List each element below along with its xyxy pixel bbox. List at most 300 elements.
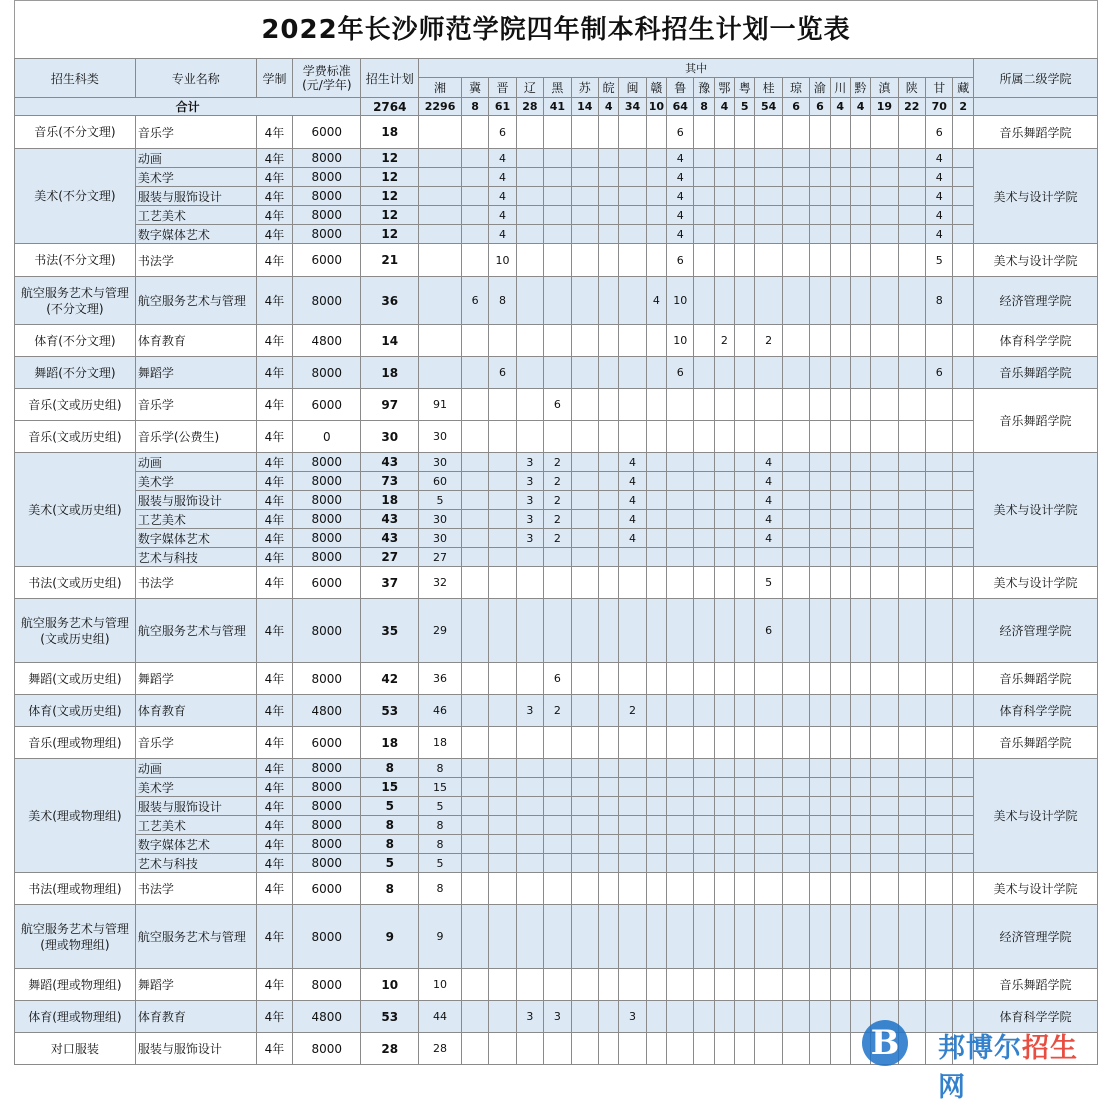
major-cell: 体育教育 <box>135 325 256 357</box>
province-cell <box>871 797 898 816</box>
province-cell <box>489 695 516 727</box>
province-cell <box>898 727 925 759</box>
fee-cell: 8000 <box>293 277 361 325</box>
province-cell <box>489 510 516 529</box>
duration-cell: 4年 <box>256 277 293 325</box>
total-province-value: 14 <box>571 98 598 116</box>
province-cell <box>667 695 694 727</box>
major-cell: 工艺美术 <box>135 816 256 835</box>
fee-cell: 6000 <box>293 244 361 277</box>
province-cell <box>646 225 666 244</box>
province-cell <box>850 421 870 453</box>
province-cell <box>571 453 598 472</box>
province-cell <box>544 1033 571 1065</box>
province-cell <box>516 168 543 187</box>
province-cell <box>782 510 809 529</box>
province-cell <box>571 206 598 225</box>
province-cell <box>598 969 618 1001</box>
province-cell: 4 <box>667 206 694 225</box>
major-cell: 服装与服饰设计 <box>135 1033 256 1065</box>
province-cell <box>544 206 571 225</box>
province-cell <box>667 797 694 816</box>
plan-cell: 9 <box>361 905 419 969</box>
province-cell <box>830 663 850 695</box>
province-cell <box>516 389 543 421</box>
province-cell <box>619 421 646 453</box>
table-row <box>15 797 1098 816</box>
plan-cell: 5 <box>361 797 419 816</box>
province-cell: 3 <box>516 491 543 510</box>
province-cell <box>598 244 618 277</box>
category-cell: 航空服务艺术与管理(文或历史组) <box>15 599 136 663</box>
province-cell <box>598 905 618 969</box>
table-row <box>15 835 1098 854</box>
province-cell <box>694 1033 714 1065</box>
province-cell <box>544 325 571 357</box>
province-cell <box>871 873 898 905</box>
province-cell <box>461 149 488 168</box>
province-cell <box>461 873 488 905</box>
major-cell: 音乐学 <box>135 389 256 421</box>
province-cell <box>571 695 598 727</box>
province-cell <box>461 854 488 873</box>
province-cell <box>735 453 755 472</box>
province-cell <box>667 491 694 510</box>
province-cell <box>782 727 809 759</box>
province-cell <box>694 759 714 778</box>
plan-cell: 15 <box>361 778 419 797</box>
duration-cell: 4年 <box>256 389 293 421</box>
province-cell: 2 <box>544 529 571 548</box>
province-cell <box>926 1001 953 1033</box>
header-province: 晋 <box>489 78 516 98</box>
province-cell: 8 <box>419 816 462 835</box>
province-cell <box>850 663 870 695</box>
province-cell: 4 <box>489 187 516 206</box>
major-cell: 数字媒体艺术 <box>135 225 256 244</box>
duration-cell: 4年 <box>256 472 293 491</box>
province-cell <box>871 453 898 472</box>
table-header <box>15 59 1098 98</box>
province-cell: 18 <box>419 727 462 759</box>
province-cell <box>544 548 571 567</box>
province-cell: 2 <box>714 325 734 357</box>
province-cell <box>619 778 646 797</box>
province-cell <box>755 816 782 835</box>
province-cell <box>694 854 714 873</box>
province-cell: 2 <box>544 491 571 510</box>
total-province-value: 54 <box>755 98 782 116</box>
table-row <box>15 727 1098 759</box>
enrollment-plan-table <box>14 58 1098 1065</box>
province-cell: 4 <box>489 206 516 225</box>
province-cell <box>461 472 488 491</box>
province-cell <box>850 854 870 873</box>
province-cell <box>598 567 618 599</box>
province-cell: 91 <box>419 389 462 421</box>
province-cell <box>782 816 809 835</box>
province-cell: 4 <box>755 529 782 548</box>
province-cell: 6 <box>461 277 488 325</box>
province-cell <box>714 778 734 797</box>
table-row <box>15 778 1098 797</box>
province-cell: 10 <box>667 277 694 325</box>
province-cell <box>953 357 974 389</box>
province-cell <box>489 873 516 905</box>
province-cell <box>735 567 755 599</box>
province-cell <box>489 421 516 453</box>
province-cell <box>830 905 850 969</box>
province-cell <box>782 421 809 453</box>
province-cell <box>926 472 953 491</box>
province-cell <box>810 816 830 835</box>
province-cell <box>850 225 870 244</box>
province-cell <box>830 325 850 357</box>
total-college <box>974 98 1098 116</box>
province-cell <box>516 206 543 225</box>
province-cell <box>598 357 618 389</box>
province-cell <box>735 206 755 225</box>
province-cell <box>735 969 755 1001</box>
province-cell <box>571 778 598 797</box>
province-cell <box>871 695 898 727</box>
header-province: 鲁 <box>667 78 694 98</box>
total-plan: 2764 <box>361 98 419 116</box>
province-cell <box>830 206 850 225</box>
province-cell: 44 <box>419 1001 462 1033</box>
province-cell <box>667 1033 694 1065</box>
college-cell: 美术与设计学院 <box>974 759 1098 873</box>
province-cell <box>953 325 974 357</box>
plan-cell: 18 <box>361 116 419 149</box>
province-cell <box>714 854 734 873</box>
province-cell <box>544 759 571 778</box>
province-cell <box>755 421 782 453</box>
table-row <box>15 244 1098 277</box>
table-row <box>15 529 1098 548</box>
province-cell <box>714 491 734 510</box>
table-row <box>15 1033 1098 1065</box>
province-cell: 29 <box>419 599 462 663</box>
category-cell: 体育(理或物理组) <box>15 1001 136 1033</box>
province-cell <box>598 325 618 357</box>
total-province-value: 28 <box>516 98 543 116</box>
major-cell: 工艺美术 <box>135 510 256 529</box>
province-cell <box>871 325 898 357</box>
province-cell <box>461 727 488 759</box>
province-cell <box>619 816 646 835</box>
fee-cell: 8000 <box>293 854 361 873</box>
major-cell: 服装与服饰设计 <box>135 797 256 816</box>
province-cell <box>714 206 734 225</box>
province-cell <box>755 759 782 778</box>
province-cell <box>871 759 898 778</box>
total-province-value: 4 <box>850 98 870 116</box>
province-cell <box>810 168 830 187</box>
province-cell <box>544 816 571 835</box>
province-cell <box>419 277 462 325</box>
province-cell <box>461 187 488 206</box>
province-cell <box>926 389 953 421</box>
province-cell <box>598 116 618 149</box>
province-cell: 3 <box>516 1001 543 1033</box>
province-cell: 15 <box>419 778 462 797</box>
province-cell <box>735 695 755 727</box>
province-cell <box>810 244 830 277</box>
province-cell <box>953 548 974 567</box>
province-cell <box>489 325 516 357</box>
plan-cell: 14 <box>361 325 419 357</box>
province-cell <box>714 421 734 453</box>
header-province: 粤 <box>735 78 755 98</box>
province-cell <box>871 510 898 529</box>
province-cell <box>571 225 598 244</box>
province-cell <box>667 389 694 421</box>
province-cell <box>953 854 974 873</box>
header-province: 冀 <box>461 78 488 98</box>
major-cell: 动画 <box>135 453 256 472</box>
header-among: 其中 <box>419 59 974 78</box>
province-cell: 6 <box>755 599 782 663</box>
province-cell <box>516 225 543 244</box>
province-cell <box>667 567 694 599</box>
province-cell <box>714 797 734 816</box>
province-cell <box>461 816 488 835</box>
plan-cell: 18 <box>361 357 419 389</box>
province-cell <box>646 244 666 277</box>
province-cell: 10 <box>419 969 462 1001</box>
college-cell: 体育科学学院 <box>974 1001 1098 1033</box>
province-cell <box>489 905 516 969</box>
province-cell <box>926 510 953 529</box>
province-cell: 4 <box>926 225 953 244</box>
province-cell <box>646 149 666 168</box>
header-province: 苏 <box>571 78 598 98</box>
province-cell: 9 <box>419 905 462 969</box>
province-cell <box>667 548 694 567</box>
table-row <box>15 149 1098 168</box>
province-cell <box>782 567 809 599</box>
college-cell: 美术与设计学院 <box>974 149 1098 244</box>
province-cell <box>871 472 898 491</box>
province-cell <box>714 873 734 905</box>
province-cell <box>516 835 543 854</box>
province-cell <box>735 325 755 357</box>
province-cell <box>830 277 850 325</box>
header-province: 黑 <box>544 78 571 98</box>
province-cell <box>646 168 666 187</box>
province-cell <box>830 421 850 453</box>
province-cell <box>898 149 925 168</box>
table-row <box>15 816 1098 835</box>
province-cell <box>489 727 516 759</box>
province-cell <box>735 778 755 797</box>
header-province: 辽 <box>516 78 543 98</box>
province-cell: 8 <box>419 835 462 854</box>
province-cell <box>953 816 974 835</box>
duration-cell: 4年 <box>256 453 293 472</box>
province-cell <box>782 695 809 727</box>
category-cell: 航空服务艺术与管理(不分文理) <box>15 277 136 325</box>
province-cell <box>714 727 734 759</box>
province-cell <box>646 695 666 727</box>
page-title: 2022年长沙师范学院四年制本科招生计划一览表 <box>14 0 1098 58</box>
province-cell <box>926 854 953 873</box>
province-cell <box>871 357 898 389</box>
province-cell <box>646 116 666 149</box>
province-cell <box>850 567 870 599</box>
province-cell <box>489 797 516 816</box>
province-cell: 3 <box>516 695 543 727</box>
total-province-value: 4 <box>714 98 734 116</box>
total-label: 合计 <box>15 98 361 116</box>
category-cell: 书法(文或历史组) <box>15 567 136 599</box>
province-cell <box>619 325 646 357</box>
fee-cell: 8000 <box>293 548 361 567</box>
province-cell <box>571 491 598 510</box>
province-cell <box>544 567 571 599</box>
duration-cell: 4年 <box>256 206 293 225</box>
province-cell <box>926 529 953 548</box>
province-cell <box>953 778 974 797</box>
province-cell <box>619 168 646 187</box>
total-province-value: 41 <box>544 98 571 116</box>
fee-cell: 8000 <box>293 168 361 187</box>
province-cell <box>755 969 782 1001</box>
province-cell <box>489 491 516 510</box>
province-cell <box>735 225 755 244</box>
province-cell <box>782 905 809 969</box>
total-province-value: 5 <box>735 98 755 116</box>
province-cell <box>571 599 598 663</box>
province-cell <box>571 905 598 969</box>
province-cell <box>782 759 809 778</box>
province-cell <box>871 1001 898 1033</box>
province-cell <box>667 663 694 695</box>
province-cell <box>898 453 925 472</box>
duration-cell: 4年 <box>256 835 293 854</box>
province-cell <box>461 389 488 421</box>
table-row <box>15 695 1098 727</box>
province-cell <box>898 905 925 969</box>
college-cell: 经济管理学院 <box>974 599 1098 663</box>
major-cell: 美术学 <box>135 472 256 491</box>
province-cell <box>489 854 516 873</box>
province-cell <box>461 225 488 244</box>
province-cell <box>953 759 974 778</box>
fee-cell: 8000 <box>293 187 361 206</box>
province-cell: 4 <box>667 225 694 244</box>
province-cell <box>571 325 598 357</box>
duration-cell: 4年 <box>256 491 293 510</box>
province-cell: 4 <box>646 277 666 325</box>
province-cell <box>898 491 925 510</box>
header-province: 桂 <box>755 78 782 98</box>
province-cell <box>646 905 666 969</box>
fee-cell: 6000 <box>293 727 361 759</box>
province-cell <box>830 695 850 727</box>
province-cell <box>830 149 850 168</box>
major-cell: 数字媒体艺术 <box>135 529 256 548</box>
duration-cell: 4年 <box>256 510 293 529</box>
province-cell <box>810 599 830 663</box>
province-cell: 4 <box>926 149 953 168</box>
table-row <box>15 168 1098 187</box>
province-cell <box>489 472 516 491</box>
brand-suffix: 网 <box>938 1072 966 1103</box>
province-cell <box>667 816 694 835</box>
province-cell <box>489 453 516 472</box>
province-cell <box>694 567 714 599</box>
province-cell: 5 <box>419 854 462 873</box>
province-cell <box>735 529 755 548</box>
province-cell <box>619 1033 646 1065</box>
plan-cell: 21 <box>361 244 419 277</box>
plan-cell: 53 <box>361 1001 419 1033</box>
duration-cell: 4年 <box>256 797 293 816</box>
province-cell <box>619 206 646 225</box>
province-cell <box>544 225 571 244</box>
province-cell <box>619 835 646 854</box>
province-cell: 4 <box>926 168 953 187</box>
fee-cell: 8000 <box>293 759 361 778</box>
province-cell <box>516 277 543 325</box>
province-cell <box>714 149 734 168</box>
province-cell <box>810 206 830 225</box>
fee-cell: 6000 <box>293 116 361 149</box>
college-cell: 体育科学学院 <box>974 695 1098 727</box>
province-cell <box>735 759 755 778</box>
province-cell <box>461 529 488 548</box>
province-cell <box>667 599 694 663</box>
province-cell <box>810 797 830 816</box>
college-cell: 美术与设计学院 <box>974 244 1098 277</box>
duration-cell: 4年 <box>256 663 293 695</box>
plan-cell: 53 <box>361 695 419 727</box>
province-cell <box>898 1033 925 1065</box>
header-category: 招生科类 <box>15 59 136 98</box>
province-cell <box>544 969 571 1001</box>
header-row <box>15 59 1098 78</box>
province-cell <box>516 357 543 389</box>
province-cell <box>714 599 734 663</box>
total-province-value: 2 <box>953 98 974 116</box>
province-cell <box>898 472 925 491</box>
province-cell <box>871 1033 898 1065</box>
province-cell <box>871 168 898 187</box>
province-cell <box>461 244 488 277</box>
province-cell: 5 <box>755 567 782 599</box>
duration-cell: 4年 <box>256 1001 293 1033</box>
province-cell <box>419 325 462 357</box>
province-cell <box>646 599 666 663</box>
province-cell <box>461 357 488 389</box>
major-cell: 美术学 <box>135 168 256 187</box>
college-cell: 音乐舞蹈学院 <box>974 389 1098 453</box>
province-cell <box>850 357 870 389</box>
province-cell <box>810 854 830 873</box>
province-cell <box>667 1001 694 1033</box>
brand-logo-icon: B <box>862 1020 908 1066</box>
header-duration: 学制 <box>256 59 293 98</box>
province-cell: 5 <box>419 797 462 816</box>
province-cell <box>926 969 953 1001</box>
plan-cell: 8 <box>361 873 419 905</box>
plan-cell: 30 <box>361 421 419 453</box>
fee-cell: 8000 <box>293 453 361 472</box>
province-cell <box>850 905 870 969</box>
province-cell <box>953 727 974 759</box>
